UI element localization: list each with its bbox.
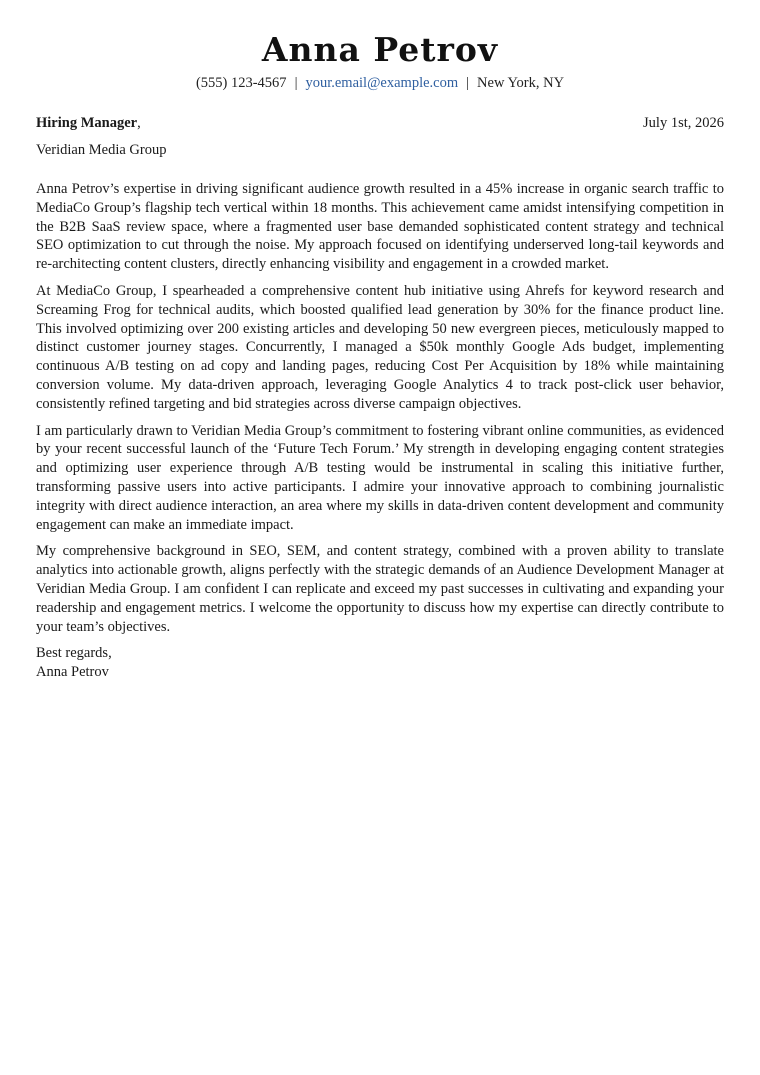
letter-body: [36, 180, 724, 636]
location: New York, NY: [477, 75, 565, 91]
recipient-title-suffix: ,: [137, 115, 141, 131]
recipient-date-row: [36, 113, 724, 133]
body-paragraph: Anna Petrov’s expertise in driving significant audience growth resulted in a 45% increase in organic search traffic to MediaCo Group’s flagship tech vertical within 18 months. This achievement came amidst intensifying competition in the B2B SaaS review space, where a fragmented user base demanded sophisticated content strategy and technical SEO optimization to cut through the noise. My approach focused on identifying underserved long-tail keywords and re-architecting content clusters, directly enhancing visibility and engagement in a crowded market.: [36, 181, 724, 273]
recipient-company: Veridian Media Group: [36, 142, 167, 158]
closing-block: [36, 644, 724, 682]
phone-number: (555) 123-4567: [195, 75, 287, 91]
applicant-name: Anna Petrov: [261, 30, 499, 69]
recipient-line: [36, 113, 141, 133]
email-link[interactable]: your.email@example.com: [305, 75, 459, 91]
recipient-title: Hiring Manager: [36, 115, 138, 131]
contact-separator: |: [294, 75, 298, 91]
body-paragraph: At MediaCo Group, I spearheaded a comprehensive content hub initiative using Ahrefs for keyword research and Screaming Frog for technical audits, which boosted qualified lead generation by 30% for the finance product line. This involved optimizing over 200 existing articles and developing 50 new evergreen pieces, meticulously mapped to distinct customer journey stages. Concurrently, I managed a $50k monthly Google Ads budget, implementing continuous A/B testing on ad copy and landing pages, reducing Cost Per Acquisition by 18% while maintaining conversion volume. My data-driven approach, leveraging Google Analytics 4 to track post-click user behavior, consistently refined targeting and bid strategies across diverse campaign objectives.: [36, 282, 724, 412]
body-paragraph: My comprehensive background in SEO, SEM, and content strategy, combined with a proven ability to translate analytics into actionable growth, aligns perfectly with the strategic demands of an Audience Development Manager at Veridian Media Group. I am confident I can replicate and exceed my past successes in cultivating and expanding your readership and engagement metrics. I welcome the opportunity to discuss how my expertise can directly contribute to your team’s objectives.: [36, 543, 724, 635]
body-paragraph: I am particularly drawn to Veridian Media Group’s commitment to fostering vibrant online communities, as evidenced by your recent successful launch of the ‘Future Tech Forum.’ My strength in developing engaging content strategies and optimizing user experience through A/B testing would be instrumental in scaling this initiative further, transforming passive users into active participants. I admire your innovative approach to combining journalistic integrity with direct audience interaction, an area where my skills in data-driven content development and community engagement can make an immediate impact.: [36, 422, 724, 533]
letter-date: July 1st, 2026: [643, 115, 724, 131]
contact-separator: |: [466, 75, 470, 91]
contact-line: [36, 73, 724, 93]
closing-salutation: Best regards,: [36, 645, 112, 662]
closing-signature: Anna Petrov: [36, 664, 109, 681]
